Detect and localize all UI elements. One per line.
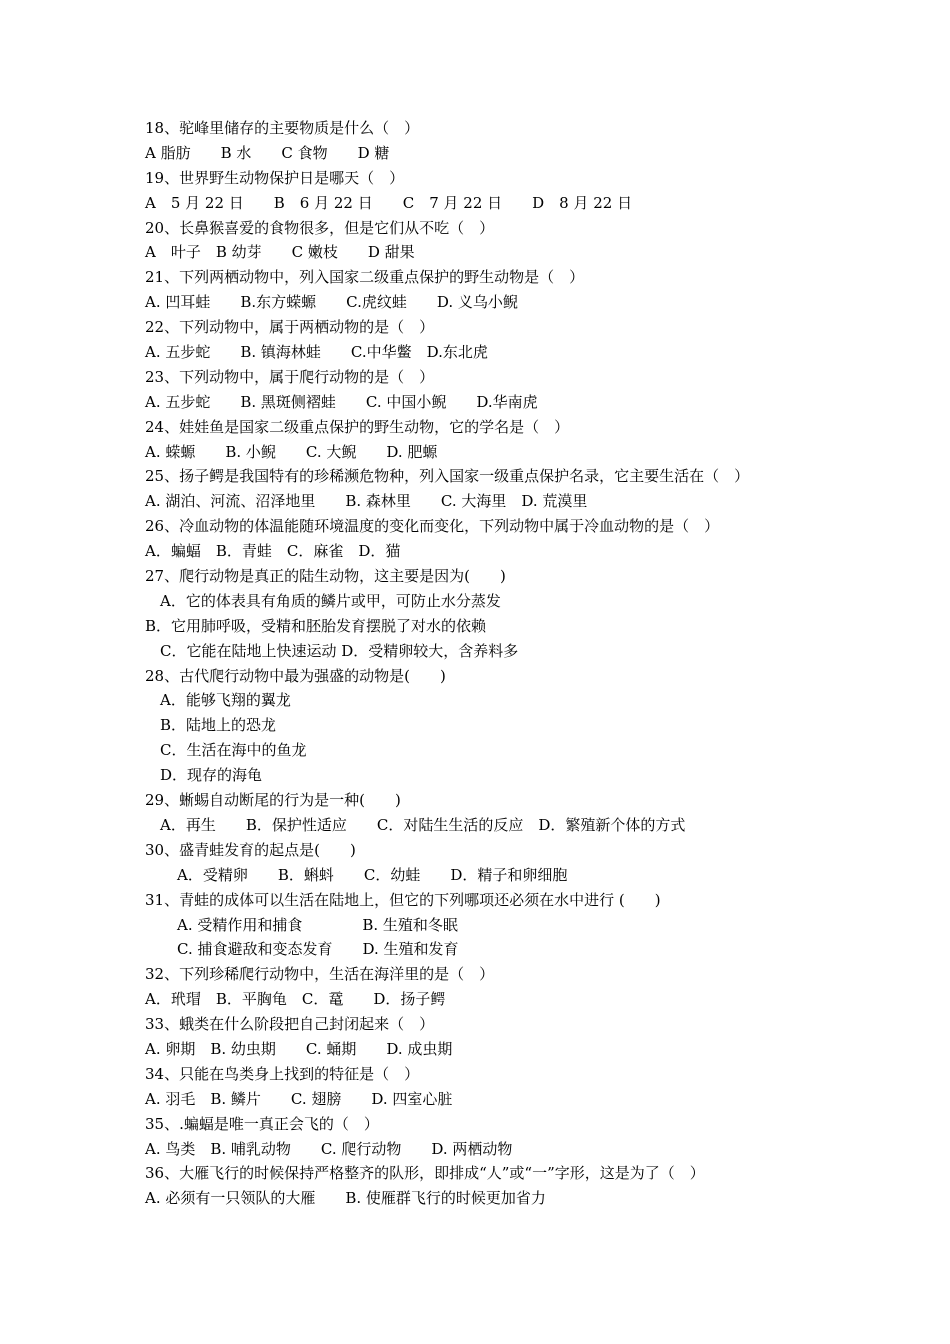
question-text: 22、下列动物中，属于两栖动物的是（ ）: [145, 318, 435, 337]
answer-options: A．能够飞翔的翼龙: [160, 691, 291, 710]
answer-options: A. 湖泊、河流、沼泽地里 B. 森林里 C. 大海里 D. 荒漠里: [145, 492, 588, 511]
question-text: 33、蛾类在什么阶段把自己封闭起来（ ）: [145, 1015, 435, 1034]
question-text: 26、冷血动物的体温能随环境温度的变化而变化，下列动物中属于冷血动物的是（ ）: [145, 517, 720, 536]
answer-options: C. 捕食避敌和变态发育 D. 生殖和发育: [177, 940, 459, 959]
question-text: 21、下列两栖动物中，列入国家二级重点保护的野生动物是（ ）: [145, 268, 585, 287]
question-text: 20、长鼻猴喜爱的食物很多，但是它们从不吃（ ）: [145, 218, 495, 237]
answer-options: A．蝙蝠 B．青蛙 C．麻雀 D．猫: [145, 542, 401, 561]
question-text: 36、大雁飞行的时候保持严格整齐的队形，即排成“人”或“一”字形，这是为了（ ）: [145, 1164, 705, 1183]
question-text: 35、.蝙蝠是唯一真正会飞的（ ）: [145, 1114, 379, 1133]
answer-options: A. 卵期 B. 幼虫期 C. 蛹期 D. 成虫期: [145, 1039, 453, 1058]
answer-options: A 脂肪 B 水 C 食物 D 糖: [145, 143, 390, 162]
question-text: 31、青蛙的成体可以生活在陆地上，但它的下列哪项还必须在水中进行 ( ): [145, 890, 661, 909]
question-text: 29、蜥蜴自动断尾的行为是一种( ): [145, 791, 401, 810]
answer-options: A. 必须有一只领队的大雁 B. 使雁群飞行的时候更加省力: [145, 1189, 546, 1208]
question-text: 30、盛青蛙发育的起点是( ): [145, 840, 356, 859]
answer-options: A．再生 B．保护性适应 C．对陆生生活的反应 D．繁殖新个体的方式: [160, 815, 686, 834]
answer-options: A．受精卵 B．蝌蚪 C．幼蛙 D．精子和卵细胞: [177, 865, 568, 884]
answer-options: A 叶子 B 幼芽 C 嫩枝 D 甜果: [145, 243, 415, 262]
question-text: 18、驼峰里储存的主要物质是什么（ ）: [145, 119, 420, 137]
question-text: 32、下列珍稀爬行动物中，生活在海洋里的是（ ）: [145, 965, 495, 984]
answer-options: A. 羽毛 B. 鳞片 C. 翅膀 D. 四室心脏: [145, 1089, 453, 1108]
question-text: 27、爬行动物是真正的陆生动物，这主要是因为( ): [145, 567, 506, 586]
answer-options: A. 五步蛇 B. 镇海林蛙 C.中华鳖 D.东北虎: [145, 343, 488, 362]
answer-options: A. 受精作用和捕食 B. 生殖和冬眠: [177, 915, 458, 934]
question-list: [145, 116, 845, 1211]
answer-options: B．它用肺呼吸，受精和胚胎发育摆脱了对水的依赖: [145, 616, 487, 635]
answer-options: A 5 月 22 日 B 6 月 22 日 C 7 月 22 日 D 8 月 22 日: [145, 193, 633, 212]
answer-options: A. 鸟类 B. 哺乳动物 C. 爬行动物 D. 两栖动物: [145, 1139, 513, 1158]
question-text: 24、娃娃鱼是国家二级重点保护的野生动物，它的学名是（ ）: [145, 417, 570, 436]
answer-options: A. 五步蛇 B. 黑斑侧褶蛙 C. 中国小鲵 D.华南虎: [145, 392, 538, 411]
question-text: 25、扬子鳄是我国特有的珍稀濒危物种，列入国家一级重点保护名录，它主要生活在（ ）: [145, 467, 750, 486]
answer-options: A．它的体表具有角质的鳞片或甲，可防止水分蒸发: [160, 591, 501, 610]
question-text: 34、只能在鸟类身上找到的特征是（ ）: [145, 1064, 420, 1083]
question-text: 19、世界野生动物保护日是哪天（ ）: [145, 168, 405, 187]
question-text: 23、下列动物中，属于爬行动物的是（ ）: [145, 367, 435, 386]
answer-options: C．它能在陆地上快速运动 D．受精卵较大，含养料多: [160, 641, 519, 660]
answer-options: A．玳瑁 B．平胸龟 C．鼋 D．扬子鳄: [145, 990, 446, 1009]
answer-options: A. 凹耳蛙 B.东方蝾螈 C.虎纹蛙 D. 义乌小鲵: [145, 293, 518, 312]
answer-options: B．陆地上的恐龙: [160, 716, 277, 735]
question-text: 28、古代爬行动物中最为强盛的动物是( ): [145, 666, 446, 685]
answer-options: A. 蝾螈 B. 小鲵 C. 大鲵 D. 肥螈: [145, 442, 438, 461]
answer-options: C．生活在海中的鱼龙: [160, 741, 307, 760]
answer-options: D．现存的海龟: [160, 766, 263, 785]
